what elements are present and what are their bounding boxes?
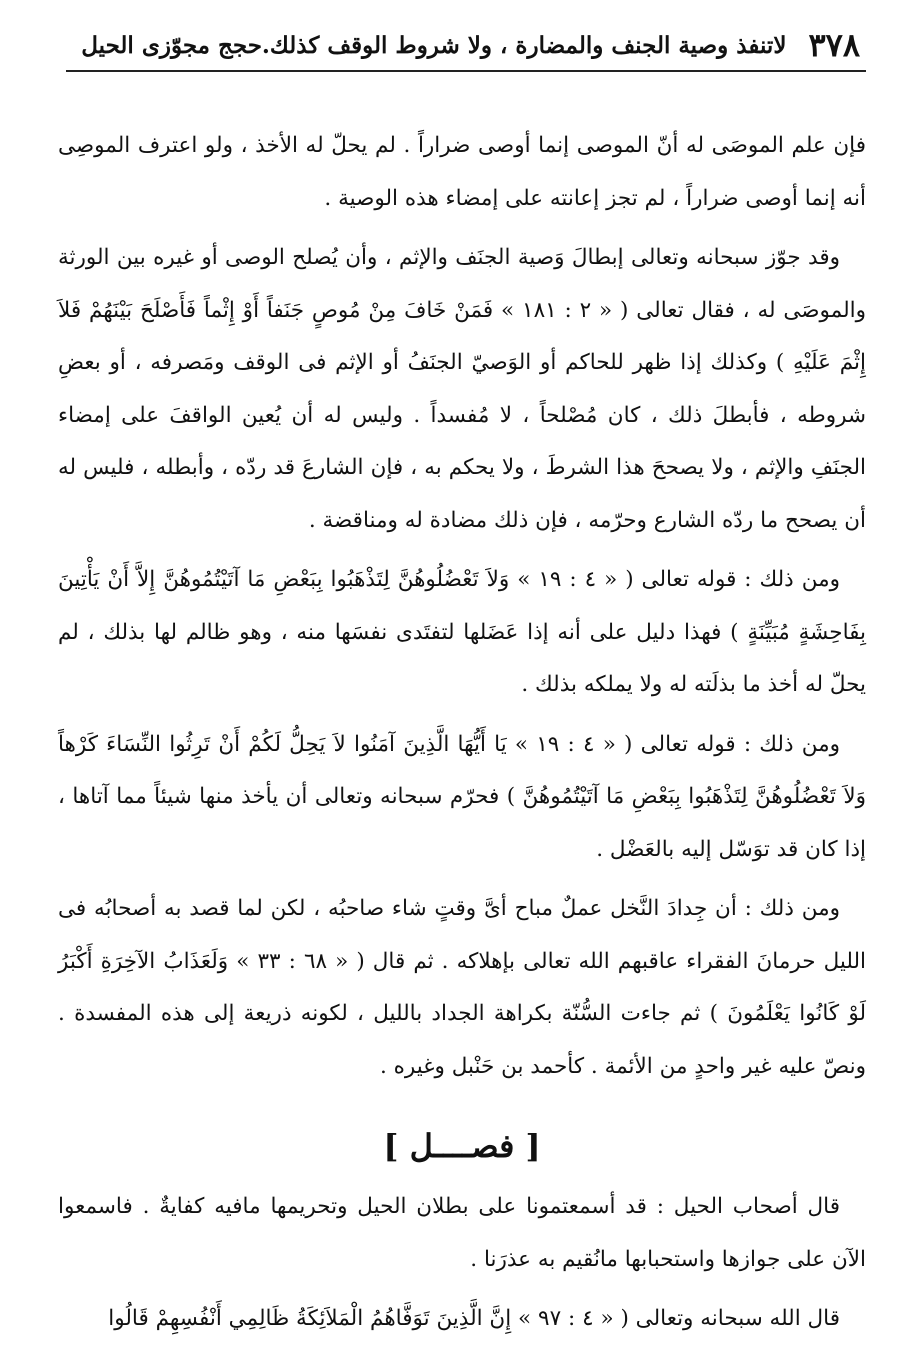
- paragraph-harvest-at-night: ومن ذلك : أن جِدادَ النَّخل عملٌ مباح أىَّ وقتٍ شاء صاحبُه ، لكن لما قصد به أصحابُه فى الليل حرمانَ الفقراء عاقبهم الله تعالى بإهلاكه . ثم قال ( « ٦٨ : ٣٣ » وَلَعَذَابُ الآخِرَةِ أَكْبَرُ لَوْ كَانُوا يَعْلَمُونَ ) ثم جاءت السُّنّة بكراهة الجداد بالليل ، لكونه ذريعة إلى هذه المفسدة . ونصّ عليه غير واحدٍ من الأئمة . كأحمد بن حَنْبل وغيره .: [58, 896, 867, 1079]
- paragraph-adl-verse: ومن ذلك : قوله تعالى ( « ٤ : ١٩ » وَلاَ تَعْضُلُوهُنَّ لِتَذْهَبُوا بِبَعْضِ مَا آتَيْتُمُوهُنَّ إِلاَّ أَنْ يَأْتِينَ بِفَاحِشَةٍ مُبَيِّنَةٍ ) فهذا دليل على أنه إذا عَضَلها لتفتَدى نفسَها منه ، وهو ظالم لها بذلك ، لم يحلّ له أخذ ما بذلَته له ولا يملكه بذلك .: [58, 567, 866, 697]
- paragraph-inheriting-women-verse: ومن ذلك : قوله تعالى ( « ٤ : ١٩ » يَا أَيُّهَا الَّذِينَ آمَنُوا لاَ يَحِلُّ لَكُمْ أَنْ تَرِثُوا النِّسَاءَ كَرْهاً وَلاَ تَعْضُلُوهُنَّ لِتَذْهَبُوا بِبَعْضِ مَا آتَيْتُمُوهُنَّ ) فحرّم سبحانه وتعالى أن يأخذ منها شيئاً مما آتاها ، إذا كان قد توَسّل إليه بالعَضْل .: [58, 731, 866, 862]
- paragraph-annul-unjust-will: وقد جوّز سبحانه وتعالى إبطالَ وَصية الجنَف والإثم ، وأن يُصلح الوصى أو غيره بين الورثة والموصَى له ، فقال تعالى ( « ٢ : ١٨١ » فَمَنْ خَافَ مِنْ مُوصٍ جَنَفاً أَوْ إِثْماً فَأَصْلَحَ بَيْنَهُمْ فَلاَ إِثْمَ عَلَيْهِ ) وكذلك إذا ظهر للحاكم أو الوَصيّ الجنَفُ أو الإثم فى الوقف ومَصرفه ، أو بعضِ شروطه ، فأبطلَ ذلك ، كان مُصْلحاً ، لا مُفسداً . وليس له أن يُعين الواقفَ على إمضاء الجنَفِ والإثم ، ولا يصححَ هذا الشرطَ ، ولا يحكم به ، فإن الشارعَ قد ردّه ، وأبطله ، فليس له أن يصحح ما ردّه الشارع وحرّمه ، فإن ذلك مضادة له ومناقضة .: [58, 245, 866, 533]
- book-page: [58, 18, 866, 1371]
- section-text: [58, 1181, 866, 1346]
- page-number: ٣٧٨: [808, 26, 860, 64]
- paragraph-bequest-harm: فإن علم الموصَى له أنّ الموصى إنما أوصى ضراراً . لم يحلّ له الأخذ ، ولو اعترف الموصِى أنه إنما أوصى ضراراً ، لم تجز إعانته على إمضاء هذه الوصية .: [58, 133, 866, 211]
- paragraph-advocates-of-stratagems: قال أصحاب الحيل : قد أسمعتمونا على بطلان الحيل وتحريمها مافيه كفايةٌ . فاسمعوا الآن على جوازها واستحبابها مانُقيم به عذرَنا .: [58, 1194, 866, 1272]
- paragraph-verse-4-97: قال الله سبحانه وتعالى ( « ٤ : ٩٧ » إِنَّ الَّذِينَ تَوَفَّاهُمُ الْمَلاَئِكَةُ ظَالِمِي أَنْفُسِهِمْ قَالُوا: [108, 1306, 840, 1331]
- section-heading: [ فصــــل ]: [383, 1127, 541, 1165]
- running-title: لاتنفذ وصية الجنف والمضارة ، ولا شروط الوقف كذلك.حجج مجوّزى الحيل: [81, 31, 787, 59]
- page-header: [58, 18, 866, 72]
- main-text: [58, 120, 866, 1093]
- header-rule: [66, 70, 866, 72]
